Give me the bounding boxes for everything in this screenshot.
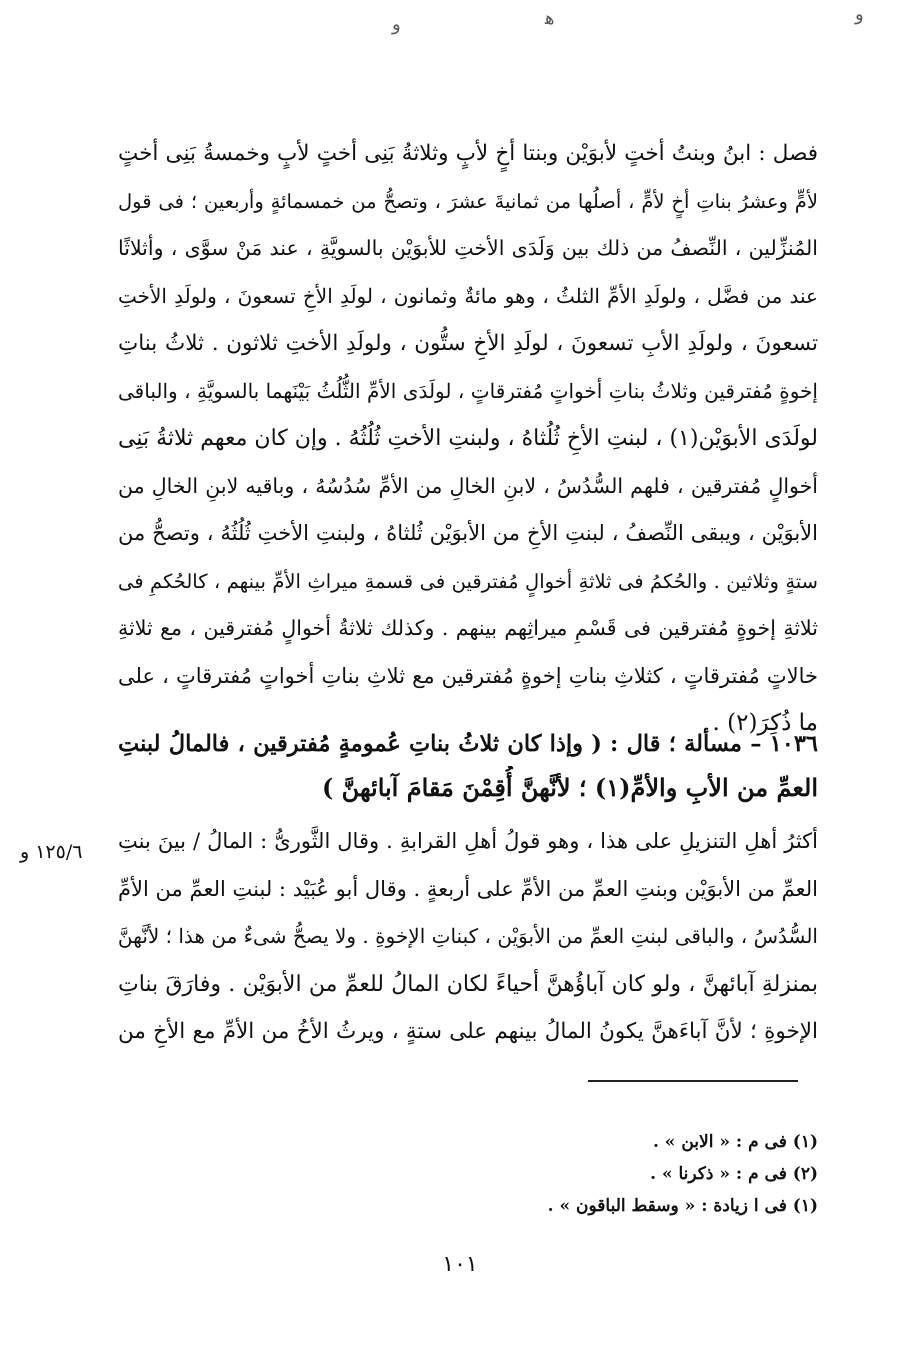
text-line: أخوالٍ مُفترقين ، فلهم السُّدُسُ ، لابنِ الخالِ من الأمِّ سُدُسُهُ ، وباقيه لابنِ الخالِ من bbox=[118, 473, 818, 498]
text-line: العمِّ من الأبوَيْن وبنتِ العمِّ من الأمِّ على أربعةٍ . وقال أبو عُبَيْد : لبنتِ العمِّ من الأمِّ bbox=[118, 876, 818, 901]
text-line: ثلاثةِ إخوةٍ مُفترقين فى قَسْمِ ميراثِهم بينهم . وكذلك ثلاثةُ أخوالٍ مُفترقين ، مع ثلاثةِ bbox=[118, 616, 818, 640]
text-line: لأمٍّ وعشرُ بناتِ أخٍ لأمٍّ ، أصلُها من ثمانيةَ عشرَ ، وتصحُّ من خمسمائةٍ وأربعين ؛ فى قول bbox=[118, 189, 818, 213]
section-paragraph bbox=[118, 130, 818, 748]
page-number: ١٠١ bbox=[442, 1252, 478, 1277]
footnote: (١) فى ا زيادة : « وسقط الباقون » . bbox=[547, 1196, 818, 1216]
text-line: الأبوَيْن ، ويبقى النِّصفُ ، لبنتِ الأخِ من الأبوَيْن ثُلثاهُ ، ولبنتِ الأختِ ثُلُثُهُ ، وتصحُّ من bbox=[118, 521, 818, 545]
question-line: العمِّ من الأبِ والأمِّ(١) ؛ لأنَّهنَّ أُقِمْنَ مَقامَ آبائهنَّ ) bbox=[321, 773, 818, 802]
text-line: فصل : ابنُ وبنتُ أختٍ لأبوَيْن وبنتا أخٍ لأبٍ وثلاثةُ بَنِى أختٍ لأبٍ وخمسةُ بَنِى أختٍ bbox=[118, 141, 818, 166]
text-line: تسعونَ ، ولولَدِ الأبِ تسعونَ ، لولَدِ الأخِ ستُّون ، ولولَدِ الأختِ ثلاثون . ثلاثُ بناتِ bbox=[118, 331, 818, 356]
footnote-divider bbox=[588, 1080, 798, 1082]
top-mark: ﻭ bbox=[392, 14, 401, 35]
question-line: ١٠٣٦ – مسألة ؛ قال : ( وإذا كان ثلاثُ بناتِ عُمومةٍ مُفترقين ، فالمالُ لبنتِ bbox=[118, 731, 818, 757]
top-mark: ﻫ bbox=[545, 8, 555, 29]
footnote: (١) فى م : « الابن » . bbox=[652, 1132, 818, 1152]
top-mark: ﻭ bbox=[855, 4, 864, 25]
question-heading bbox=[118, 722, 818, 810]
marginal-reference: ١٢٥/٦ و bbox=[20, 841, 83, 863]
text-line: بمنزلةِ آبائهنَّ ، ولو كان آباؤُهنَّ أحياءً لكان المالُ للعمِّ من الأبوَيْن . وفارَقَ بناتِ bbox=[118, 971, 818, 997]
text-line: السُّدُسُ ، والباقى لبنتِ العمِّ من الأبوَيْن ، كبناتِ الإخوةِ . ولا يصحُّ شىءٌ من هذا ؛ لأنَّهنَّ bbox=[118, 924, 818, 948]
text-line: أكثرُ أهلِ التنزيلِ على هذا ، وهو قولُ أهلِ القرابةِ . وقال الثَّورىُّ : المالُ / بينَ بنتِ bbox=[118, 829, 818, 853]
footnote: (٢) فى م : « ذكرنا » . bbox=[650, 1164, 818, 1184]
footnotes bbox=[430, 1126, 818, 1222]
text-line: خالاتٍ مُفترقاتٍ ، كثلاثِ بناتِ إخوةٍ مُفترقين مع ثلاثِ بناتِ أخواتٍ مُفترقاتٍ ، على bbox=[118, 663, 818, 688]
text-line: إخوةٍ مُفترقين وثلاثُ بناتِ أخواتٍ مُفترقاتٍ ، لولَدَى الأمِّ الثُّلُثُ بَيْنَهما بالسويَّةِ ، والباقى bbox=[118, 378, 818, 403]
commentary-paragraph bbox=[118, 818, 818, 1056]
text-line: لولَدَى الأبوَيْن(١) ، لبنتِ الأخِ ثُلُثاهُ ، ولبنتِ الأختِ ثُلُثُهُ . وإن كان معهم ثلاثةُ بَنِى bbox=[118, 426, 818, 451]
text-line: المُنزِّلين ، النِّصفُ من ذلك بين وَلَدَى الأختِ للأبوَيْن بالسويَّةِ ، عند مَنْ سوَّى ، وأثلاثًا bbox=[118, 236, 818, 260]
text-line: عند من فضَّل ، ولولَدِ الأمِّ الثلثُ ، وهو مائةٌ وثمانون ، لولَدِ الأخِ تسعونَ ، ولولَدِ الأختِ bbox=[118, 283, 818, 308]
text-line-last: ما ذُكِرَ(٢) . bbox=[712, 710, 818, 736]
text-line: ستةٍ وثلاثين . والحُكمُ فى ثلاثةِ أخوالٍ مُفترقين فى قسمةِ ميراثِ الأمِّ بينهم ، كالحُكمِ فى bbox=[118, 569, 818, 593]
text-line: الإخوةِ ؛ لأنَّ آباءَهنَّ يكونُ المالُ بينهم على ستةٍ ، ويرثُ الأخُ من الأمِّ مع الأخِ من bbox=[118, 1019, 818, 1044]
